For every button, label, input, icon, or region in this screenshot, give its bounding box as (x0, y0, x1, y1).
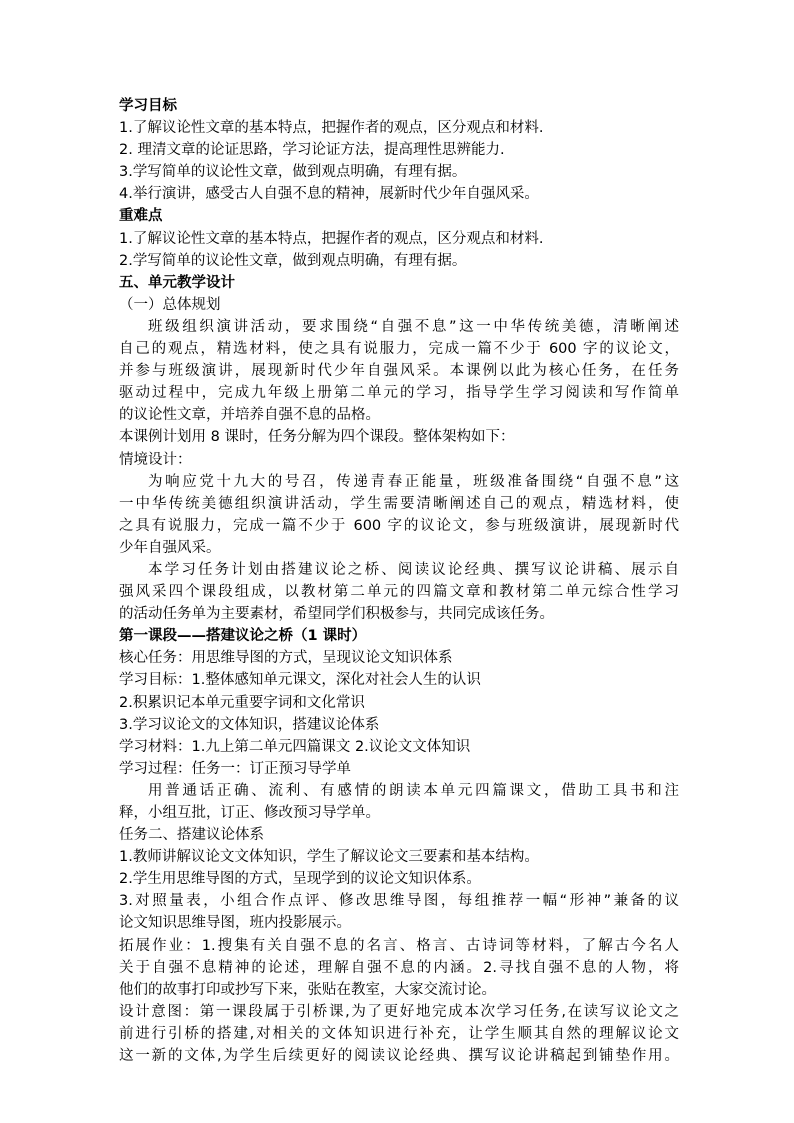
text-line: 1.了解议论性文章的基本特点，把握作者的观点，区分观点和材料. (119, 120, 544, 137)
text-line: 本学习任务计划由搭建议论之桥、阅读议论经典、撰写议论讲稿、展示自 (148, 561, 679, 578)
text-line: 论文知识思维导图，班内投影展示。 (119, 915, 351, 932)
text-line: 他们的故事打印或抄写下来，张贴在教室，大家交流讨论。 (119, 981, 496, 998)
text-line: 学习目标：1.整体感知单元课文，深化对社会人生的认识 (119, 672, 481, 689)
text-line: 释，小组互批，订正、修改预习导学单。 (119, 805, 380, 821)
text-line: 用普通话正确、流利、有感情的朗读本单元四篇课文，借助工具书和注 (148, 782, 679, 799)
text-line: 驱动过程中，完成九年级上册第二单元的学习，指导学生学习阅读和写作简单 (119, 385, 679, 402)
text-line: 2. 理清文章的论证思路，学习论证方法，提高理性思辨能力. (119, 142, 505, 159)
text-line: 关于自强不息精神的论述，理解自强不息的内涵。2.寻找自强不息的人物，将 (119, 959, 679, 976)
text-line: 2.积累识记本单元重要字词和文化常识 (119, 694, 365, 711)
text-line: 之具有说服力，完成一篇不少于 600 字的议论文，参与班级演讲，展现新时代 (119, 517, 679, 534)
text-line: 核心任务：用思维导图的方式，呈现议论文知识体系 (119, 650, 453, 667)
text-line: 任务二、搭建议论体系 (119, 827, 264, 844)
text-line: 设计意图：第一课段属于引桥课,为了更好地完成本次学习任务,在读写议论文之 (119, 1003, 679, 1020)
text-line: 1.了解议论性文章的基本特点，把握作者的观点，区分观点和材料. (119, 230, 544, 247)
text-line: 拓展作业：1.搜集有关自强不息的名言、格言、古诗词等材料，了解古今名人 (119, 937, 679, 954)
text-line: 4.举行演讲，感受古人自强不息的精神，展新时代少年自强风采。 (119, 186, 539, 203)
text-line: 的议论性文章，并培养自强不息的品格。 (119, 407, 380, 424)
text-line: 为响应党十九大的号召，传递青春正能量，班级准备围绕“自强不息”这 (148, 473, 679, 490)
text-line: 学习过程：任务一：订正预习导学单 (119, 760, 351, 777)
text-line: 少年自强风采。 (119, 539, 221, 556)
section-heading: 学习目标 (119, 98, 177, 114)
text-line: 3.学习议论文的文体知识，搭建议论体系 (119, 716, 380, 733)
text-line: 并参与班级演讲，展现新时代少年自强风采。本课例以此为核心任务，在任务 (119, 363, 679, 380)
section-heading: 第一课段——搭建议论之桥（1 课时） (119, 628, 367, 645)
text-line: 这一新的文体,为学生后续更好的阅读议论经典、撰写议论讲稿起到铺垫作用。 (119, 1048, 679, 1065)
text-line: 一中华传统美德组织演讲活动，学生需要清晰阐述自己的观点，精选材料，使 (119, 495, 679, 512)
text-line: 前进行引桥的搭建,对相关的文体知识进行补充，让学生顺其自然的理解议论文 (119, 1025, 679, 1042)
text-line: 1.教师讲解议论文文体知识，学生了解议论文三要素和基本结构。 (119, 849, 539, 866)
text-line: （一）总体规划 (119, 296, 221, 313)
text-line: 情境设计： (119, 451, 192, 468)
text-line: 2.学写简单的议论性文章，做到观点明确，有理有据。 (119, 252, 467, 269)
section-heading: 五、单元教学设计 (119, 274, 235, 291)
text-line: 本课例计划用 8 课时，任务分解为四个课段。整体架构如下： (119, 429, 515, 446)
text-line: 自己的观点，精选材料，使之具有说服力，完成一篇不少于 600 字的议论文， (119, 341, 679, 358)
text-line: 班级组织演讲活动，要求围绕“自强不息”这一中华传统美德，清晰阐述 (148, 318, 679, 335)
document-page (119, 95, 679, 1067)
text-line: 的活动任务单为主要素材，希望同学们积极参与，共同完成该任务。 (119, 606, 554, 623)
text-line: 3.对照量表，小组合作点评、修改思维导图，每组推荐一幅“形神”兼备的议 (119, 893, 679, 910)
text-line: 3.学写简单的议论性文章，做到观点明确，有理有据。 (119, 164, 467, 181)
section-heading: 重难点 (119, 208, 163, 225)
text-line: 学习材料：1.九上第二单元四篇课文 2.议论文文体知识 (119, 738, 471, 755)
text-line: 2.学生用思维导图的方式，呈现学到的议论文知识体系。 (119, 871, 481, 888)
text-line: 强风采四个课段组成，以教材第二单元的四篇文章和教材第二单元综合性学习 (119, 584, 679, 601)
